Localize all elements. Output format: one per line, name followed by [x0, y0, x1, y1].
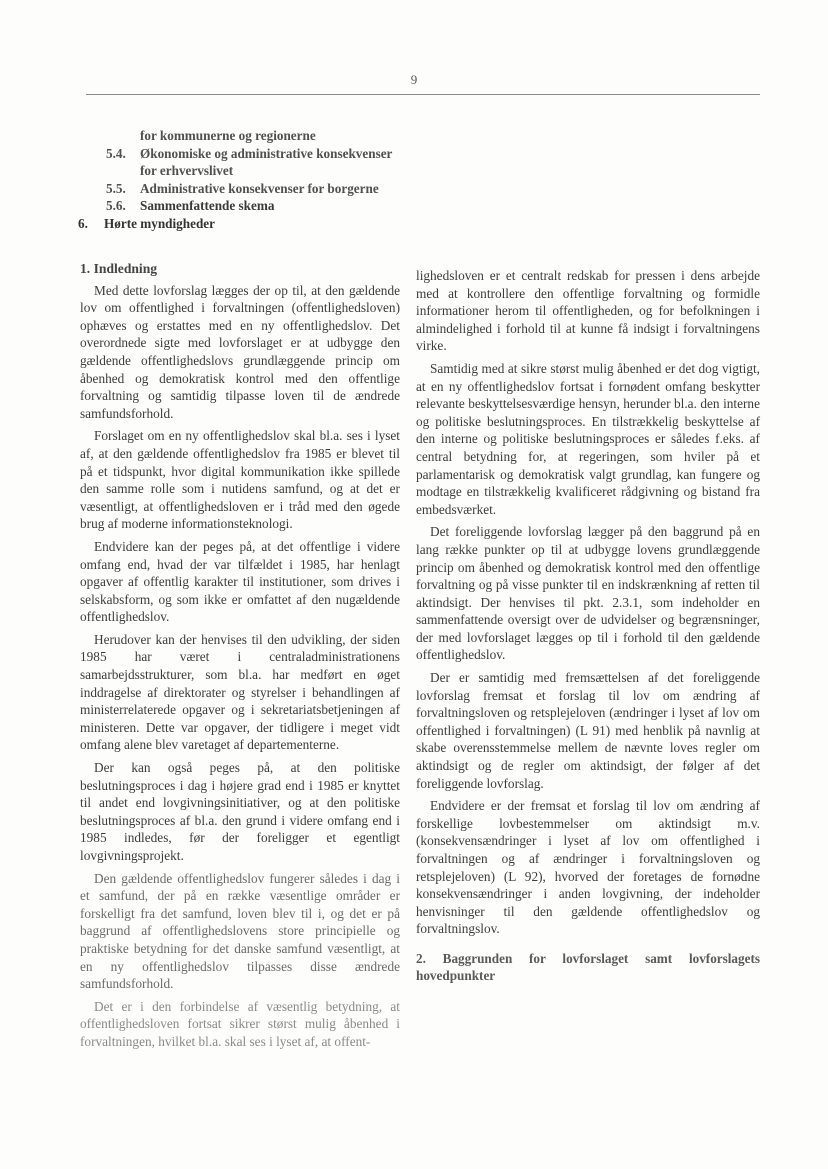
header-rule	[86, 94, 760, 95]
toc-item-number: 5.6.	[106, 198, 126, 214]
toc-item	[78, 145, 438, 163]
paragraph: Det er i den forbindelse af væsentlig betydning, at offentlighedsloven fortsat sikrer størst mulig åbenhed i forvaltningen, hvilket bl.a. skal ses i lyset af, at offent-	[80, 998, 400, 1049]
paragraph: Endvidere er der fremsat et forslag til lov om ændring af forskellige lovbestemmelser om aktindsigt m.v. (konsekvensændringer i lyset af lov om offentlighed i forvaltningen og af ændringer i forvaltningsloven og retsplejeloven) (L 92), hvorved der foretages de fornødne konsekvensændringer i anden lovgivning, der indeholder henvisninger til den gældende offentlighedslov og forvaltningslov.	[416, 798, 760, 937]
section-2-heading: 2. Baggrunden for lovforslaget samt lovforslagets hovedpunkter	[416, 950, 760, 983]
paragraph: Herudover kan der henvises til den udvikling, der siden 1985 har været i centraladministrationens samarbejdsstrukturer, som bl.a. har medført en øget inddragelse af direktorater og styrelser i behandlingen af ministerrelaterede opgaver og i sekretariatsbetjeningen af ministeren. Dette var opgaver, der tidligere i meget vidt omfang alene blev varetaget af departementerne.	[80, 631, 400, 753]
right-column	[416, 267, 760, 984]
paragraph: Der kan også peges på, at den politiske beslutningsproces i dag i højere grad end i 1985 er knyttet til andet end lovgivningsinitiativer, og at den politiske beslutningsproces af bl.a. den grund i videre omfang end i 1985 indledes, før der foreligger et egentligt lovgivningsprojekt.	[80, 760, 400, 863]
paragraph: lighedsloven er et centralt redskab for pressen i dens arbejde med at kontrollere den offentlige forvaltning og formidle informationer herom til offentligheden, og for befolkningen i almindelighed i forhold til at kunne få indsigt i forvaltningens virke.	[416, 268, 760, 354]
toc-item-text: Administrative konsekvenser for borgerne	[140, 180, 379, 196]
toc-item-text: Økonomiske og administrative konsekvenser	[140, 145, 393, 161]
toc-item	[78, 197, 438, 215]
paragraph: Det foreliggende lovforslag lægger på den baggrund på en lang række punkter op til at udbygge lovens grundlæggende princip om åbenhed og demokratisk kontrol med den offentlige forvaltning og på visse punkter til en indskrænkning af retten til aktindsigt. Der henvises til pkt. 2.3.1, som indeholder en sammenfattende oversigt over de udvidelser og begrænsninger, der med lovforslaget lægges op til i forhold til den gældende offentlighedslov.	[416, 524, 760, 663]
paragraph: Den gældende offentlighedslov fungerer således i dag i et samfund, der på en række væsentlige områder er forskelligt fra det samfund, loven blev til i, og det er på baggrund af offentlighedslovens store principielle og praktiske betydning for det danske samfund væsentligt, at en ny offentlighedslov tilpasses disse ændrede samfundsforhold.	[80, 870, 400, 992]
table-of-contents	[78, 127, 438, 233]
paragraph: Med dette lovforslag lægges der op til, at den gældende lov om offentlighed i forvaltningen (offentlighedsloven) ophæves og erstattes med en ny offentlighedslov. Det overordnede sigte med lovforslaget er at udbygge den gældende offentlighedslovs grundlæggende princip om åbenhed og demokratisk kontrol med den offentlige forvaltning og samtidig tilpasse loven til de ændrede samfundsforhold.	[80, 282, 400, 421]
toc-item	[78, 215, 438, 233]
toc-item-number: 6.	[78, 215, 88, 231]
left-column	[80, 260, 400, 1056]
toc-item-text: for kommunerne og regionerne	[140, 128, 316, 143]
toc-item-text: Hørte myndigheder	[104, 215, 215, 231]
toc-item-text: for erhvervslivet	[140, 163, 234, 179]
section-1-heading: 1. Indledning	[80, 261, 158, 276]
toc-item	[78, 162, 438, 180]
toc-item	[78, 180, 438, 198]
toc-item	[78, 127, 438, 145]
paragraph: Der er samtidig med fremsættelsen af det foreliggende lovforslag fremsat et forslag til lov om ændring af forvaltningsloven og retsplejeloven (ændringer i lyset af lov om offentlighed i forvaltningen) (L 91) med henblik på navnlig at skabe overensstemmelse mellem de nævnte loves regler om aktindsigt og de regler om aktindsigt, der følger af det foreliggende lovforslag.	[416, 670, 760, 791]
toc-item-number: 5.5.	[106, 180, 126, 196]
paragraph: Endvidere kan der peges på, at det offentlige i videre omfang end, hvad der var tilfældet i 1985, har henlagt opgaver af offentlig karakter til institutioner, som drives i selskabsform, og som ikke er omfattet af den nugældende offentlighedslov.	[80, 538, 400, 625]
paragraph: Forslaget om en ny offentlighedslov skal bl.a. ses i lyset af, at den gældende offentlighedslov fra 1985 er blevet til på et tidspunkt, hvor digital kommunikation ikke spillede den samme rolle som i nutidens samfund, og at det er væsentligt, at offentlighedsloven er i tråd med den øgede brug af moderne informationsteknologi.	[80, 428, 400, 532]
toc-item-number: 5.4.	[106, 145, 126, 161]
page-number: 9	[410, 72, 418, 87]
toc-item-text: Sammenfattende skema	[140, 198, 275, 214]
paragraph: Samtidig med at sikre størst mulig åbenhed er det dog vigtigt, at en ny offentlighedslov fortsat i fornødent omfang beskytter relevante beskyttelsesværdige hensyn, herunder bl.a. den interne og politiske beslutningsproces. En tilstrækkelig beskyttelse af den interne og politiske beslutningsproces er således f.eks. af central betydning for, at regeringen, som hviler på et parlamentarisk og demokratisk valgt grundlag, kan fungere og modtage en tilstrækkelig kvalificeret rådgivning og bistand fra embedsværket.	[416, 360, 760, 517]
